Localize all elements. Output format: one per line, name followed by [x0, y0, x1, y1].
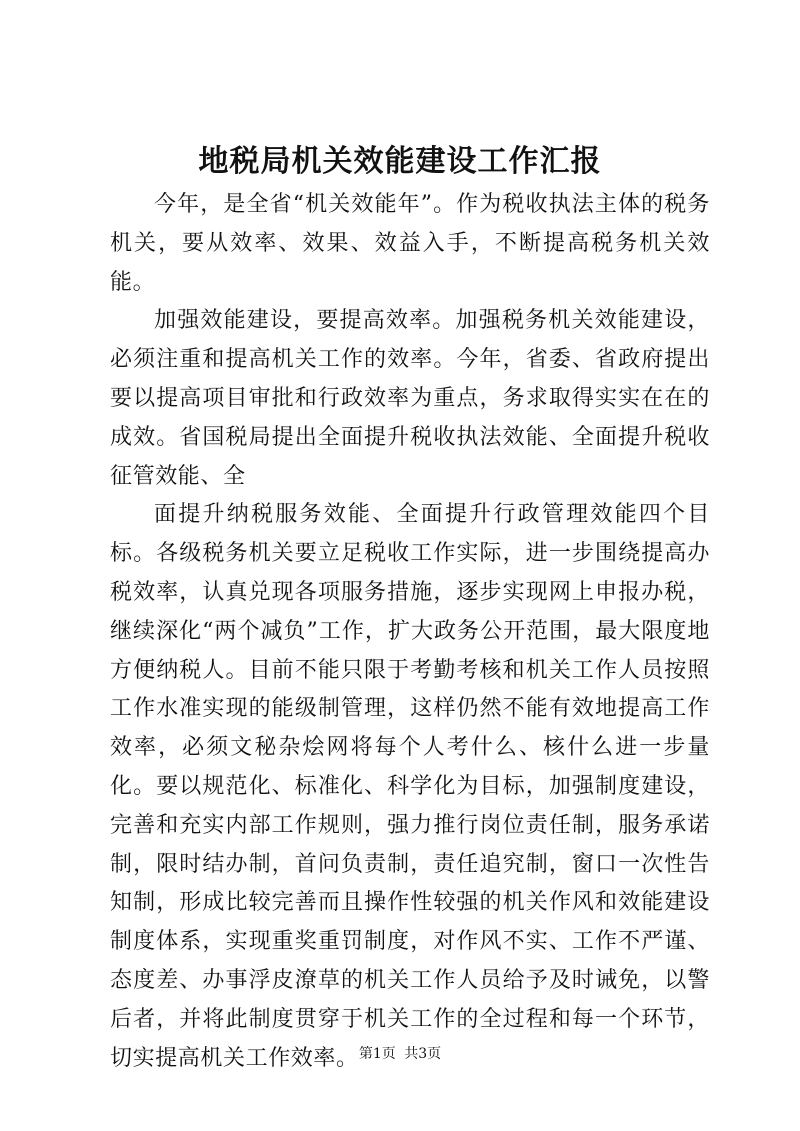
page-footer [0, 1044, 800, 1064]
page-number: 第1页 [358, 1046, 396, 1062]
paragraph-2: 加强效能建设，要提高效率。加强税务机关效能建设，必须注重和提高机关工作的效率。今年，省委、省政府提出要以提高项目审批和行政效率为重点，务求取得实实在在的成效。省国税局提出全面提升税收执法效能、全面提升税收征管效能、全 [110, 308, 710, 489]
paragraph-1: 今年，是全省“机关效能年”。作为税收执法主体的税务机关，要从效率、效果、效益入手，不断提高税务机关效能。 [110, 192, 710, 295]
document-title: 地税局机关效能建设工作汇报 [198, 144, 602, 179]
page-total: 共3页 [404, 1046, 442, 1062]
paragraph-3: 面提升纳税服务效能、全面提升行政管理效能四个目标。各级税务机关要立足税收工作实际，进一步围绕提高办税效率，认真兑现各项服务措施，逐步实现网上申报办税，继续深化“两个减负”工作，扩大政务公开范围，最大限度地方便纳税人。目前不能只限于考勤考核和机关工作人员按照工作水准实现的能级制管理，这样仍然不能有效地提高工作效率，必须文秘杂烩网将每个人考什么、核什么进一步量化。要以规范化、标准化、科学化为目标，加强制度建设，完善和充实内部工作规则，强力推行岗位责任制，服务承诺制，限时结办制，首问负责制，责任追究制，窗口一次性告知制，形成比较完善而且操作性较强的机关作风和效能建设制度体系，实现重奖重罚制度，对作风不实、工作不严谨、态度差、办事浮皮潦草的机关工作人员给予及时诫免，以警后者，并将此制度贯穿于机关工作的全过程和每一个环节，切实提高机关工作效率。 [110, 502, 710, 1071]
document-body [110, 186, 710, 1078]
